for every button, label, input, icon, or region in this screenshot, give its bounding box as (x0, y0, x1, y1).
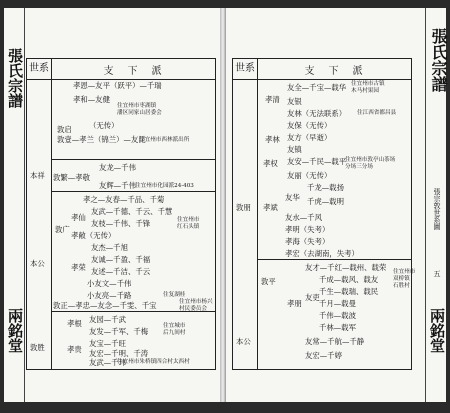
entry: 友全—千宝—载华 (287, 83, 347, 92)
entry: 小友亮—千路 (87, 291, 132, 300)
side-label: 本祥 (30, 171, 45, 180)
note: 村民委员会 (179, 306, 207, 312)
entry: 友保（无传） (287, 121, 332, 130)
note: 住宜州市 (393, 269, 416, 275)
note: 住宜州市枣湖镇 (117, 103, 157, 109)
left-header-generation: 世系 (27, 59, 52, 79)
entry: 敦广 (55, 225, 70, 234)
entry: 孝朋 (287, 299, 302, 308)
entry: 友枝—千伟、千锋 (91, 219, 151, 228)
entry: 千伟—载波 (319, 311, 356, 320)
right-header (233, 59, 411, 80)
note: 住宜州市朱桥镇四合村太西村 (117, 359, 190, 365)
entry: 友辉—千伟 (99, 181, 136, 190)
entry: 敦正—孝忠—友念—千雯、千宝 (53, 301, 157, 310)
entry: 孝明（失考） (285, 225, 330, 234)
side-label: 敦胜 (30, 343, 45, 352)
entry: 友诚—千盈、千福 (91, 255, 151, 264)
note: 住江西省都昌县 (357, 110, 397, 116)
right-genealogy-table (232, 58, 416, 370)
note: 双桥镇 (393, 276, 410, 282)
entry: 友宏—千明、千涛 (89, 349, 149, 358)
entry: 孝仙 (71, 213, 86, 222)
entry: 友丽（无传） (287, 171, 332, 180)
right-side-column (233, 79, 258, 369)
left-side-column (27, 79, 52, 369)
note: 红石头镇 (177, 224, 200, 230)
entry: 友方（早逝） (287, 133, 332, 142)
side-label: 本公 (30, 259, 45, 268)
right-vertical-title: 張氏宗譜 (429, 28, 448, 92)
note: 住宜州市杨兴 (179, 299, 213, 305)
entry: 友林（无法联系） (287, 109, 347, 118)
note: 住宜城市 (163, 323, 186, 329)
side-label: 本公 (236, 337, 251, 346)
right-margin-text: 張宗敦世系圖 (433, 188, 441, 230)
entry: 孝和—友健 (73, 95, 110, 104)
left-header-branch: 支 下 派 (103, 65, 164, 77)
entry: 孝荣 (71, 263, 86, 272)
entry: 千成—载风、载友 (319, 275, 379, 284)
left-vertical-hall: 兩銘堂 (6, 308, 24, 353)
left-title-strip (4, 8, 25, 402)
entry: 孝贵 (67, 345, 82, 354)
entry: 友述—千洁、千云 (91, 267, 151, 276)
entry: 友水—千风 (285, 213, 322, 222)
entry: 友华 (285, 193, 300, 202)
note: 住宜州市敦亭山茶场 (345, 157, 396, 163)
entry: 友武—千德、千云、千慧 (91, 207, 173, 216)
entry: 友发—千军、千梅 (89, 327, 149, 336)
entry: 千月—载曼 (319, 299, 356, 308)
entry: 孝斌 (263, 203, 278, 212)
entry: 友镇 (287, 145, 302, 154)
entry: 千生—载瑞、载民 (319, 287, 379, 296)
note: 潘区同家山居委会 (117, 110, 162, 116)
note: 住复湖桂 (163, 292, 186, 298)
right-page-number: 五 (433, 270, 441, 277)
entry: （无传） (89, 121, 119, 130)
note: 石胜村 (393, 283, 410, 289)
entry: 友宏—千婷 (305, 351, 342, 360)
right-title-strip (425, 8, 446, 402)
entry: 孝敞（无传） (71, 231, 116, 240)
entry: 孝宏（去湖南，失考） (285, 249, 359, 258)
right-header-branch: 支 下 派 (304, 65, 365, 77)
side-label: 敦朋 (236, 203, 251, 212)
entry: 敦平 (261, 277, 276, 286)
note: 住宜州市西林派出所 (139, 137, 190, 143)
entry: 孝清 (265, 95, 280, 104)
note: 分场三分场 (345, 164, 373, 170)
entry: 千林—载军 (319, 323, 356, 332)
entry: 孝恩—友平（跃平）—千瑞 (73, 81, 162, 90)
entry: 友杰—千旭 (91, 243, 128, 252)
entry: 友武—千玮 (89, 358, 126, 367)
entry: 小友文—千伟 (87, 279, 132, 288)
entry: 友园—千武 (89, 315, 126, 324)
note: 后九间村 (163, 330, 186, 336)
entry: 友安—千民—载平 (287, 157, 347, 166)
left-vertical-title: 張氏宗譜 (6, 48, 24, 108)
entry: 友常—千航—千静 (305, 337, 365, 346)
entry: 孝之—友春—千品、千菊 (83, 195, 165, 204)
entry: 千龙—载扬 (307, 183, 344, 192)
left-page (4, 8, 220, 402)
entry: 敦繁—孝敬 (53, 173, 90, 182)
entry: 孝林 (265, 135, 280, 144)
note: 住宜州市化园派24-403 (135, 183, 194, 189)
entry: 友银 (287, 97, 302, 106)
right-vertical-hall: 兩銘堂 (428, 308, 446, 353)
note: 住宜州市古镇 (351, 81, 385, 87)
entry: 千虎—载明 (307, 197, 344, 206)
entry: 友吏 (305, 293, 320, 302)
left-header (27, 59, 215, 80)
right-page (226, 8, 446, 402)
note: 木马村果园 (351, 88, 379, 94)
entry: 敦壹—孝兰（锦兰）—友昆 (57, 135, 146, 144)
left-genealogy-table (26, 58, 216, 370)
entry: 友龙—千伟 (99, 163, 136, 172)
right-header-generation: 世系 (233, 59, 258, 79)
entry: 友宝—千旺 (89, 339, 126, 348)
entry: 孝权 (263, 159, 278, 168)
entry: 孝根 (67, 319, 82, 328)
note: 住宜州市 (177, 217, 200, 223)
entry: 孝海（失考） (285, 237, 330, 246)
entry: 友才—千红—载州、载荣 (305, 263, 387, 272)
entry: 敦启 (57, 125, 72, 134)
